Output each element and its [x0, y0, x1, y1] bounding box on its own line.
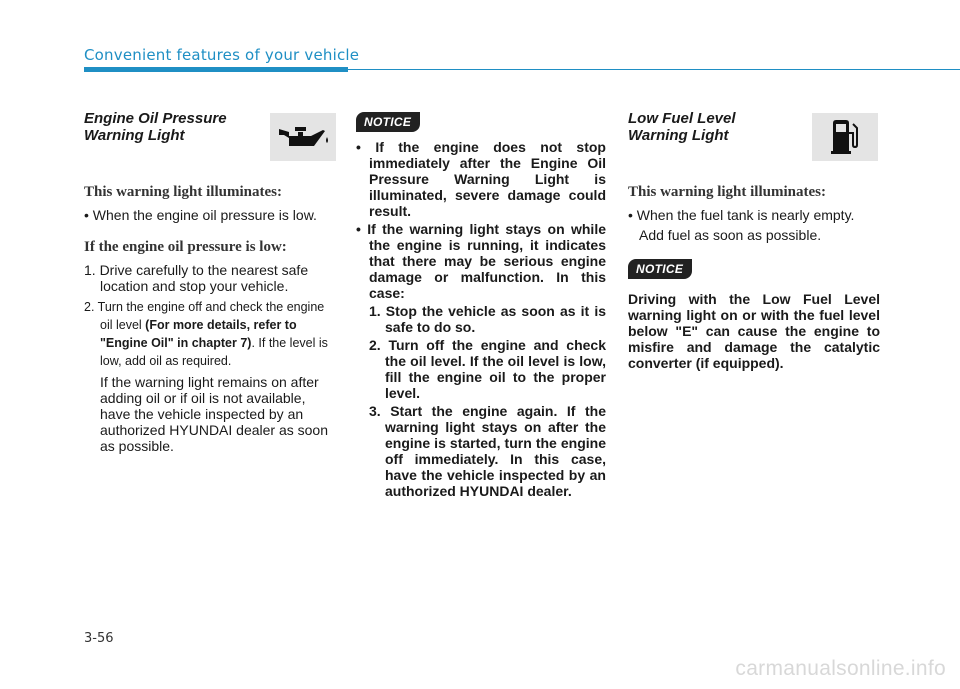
oil-pressure-section [84, 110, 336, 454]
fuel-illuminates-heading: This warning light illuminates: [628, 184, 826, 200]
low-fuel-section [628, 110, 880, 371]
fuel-pump-icon [812, 113, 878, 161]
add-fuel-text: Add fuel as soon as possible. [639, 227, 822, 243]
fuel-illuminates-bullet: • When the fuel tank is nearly empty. [628, 207, 855, 223]
illuminates-heading: This warning light illuminates: [84, 184, 282, 200]
notice-badge: NOTICE [356, 112, 420, 132]
step-2-note: If the warning light remains on after adding oil or if oil is not available, have the vehicle inspected by an authorized HYUNDAI dealer as soon as possible. [100, 374, 329, 454]
notice-bullet-2: • If the warning light stays on while the engine is running, it indicates that there may be serious engine damage or malfunction. In this case: [356, 221, 606, 301]
oil-notice-body [356, 139, 606, 499]
oil-can-icon [270, 113, 336, 161]
fuel-notice-body: Driving with the Low Fuel Level warning light on or with the fuel level below "E" can cause the engine to misfire and damage the catalytic converter (if equipped). [628, 291, 880, 371]
step-1: 1. Drive carefully to the nearest safe location and stop your vehicle. [84, 262, 309, 294]
header-rule-thick [84, 67, 348, 72]
oil-pressure-title: Engine Oil Pressure Warning Light [84, 110, 227, 144]
notice-step-3: 3. Start the engine again. If the warning light stays on after the engine is started, turn the engine off immediately. In this case, have the vehicle inspected by an authorized HYUNDAI dealer. [369, 403, 606, 499]
illuminates-bullet: • When the engine oil pressure is low. [84, 207, 317, 223]
notice-step-1: 1. Stop the vehicle as soon as it is safe to do so. [369, 303, 606, 335]
notice-bullet-1: • If the engine does not stop immediately after the Engine Oil Pressure Warning Light is illuminated, severe damage could result. [356, 139, 606, 219]
low-fuel-title: Low Fuel Level Warning Light [628, 110, 736, 144]
step-2: 2. Turn the engine off and check the engine oil level (For more details, refer to "Engine Oil" in chapter 7). If the level is low, add oil as required. [84, 300, 328, 368]
notice-step-2: 2. Turn off the engine and check the oil level. If the oil level is low, fill the engine oil to the proper level. [369, 337, 606, 401]
header-rule-thin [348, 69, 960, 70]
section-header-title: Convenient features of your vehicle [84, 46, 360, 64]
oil-notice-section [356, 110, 606, 499]
notice-badge: NOTICE [628, 259, 692, 279]
page-number: 3-56 [84, 631, 114, 646]
if-low-heading: If the engine oil pressure is low: [84, 239, 287, 255]
watermark: carmanualsonline.info [735, 657, 946, 680]
